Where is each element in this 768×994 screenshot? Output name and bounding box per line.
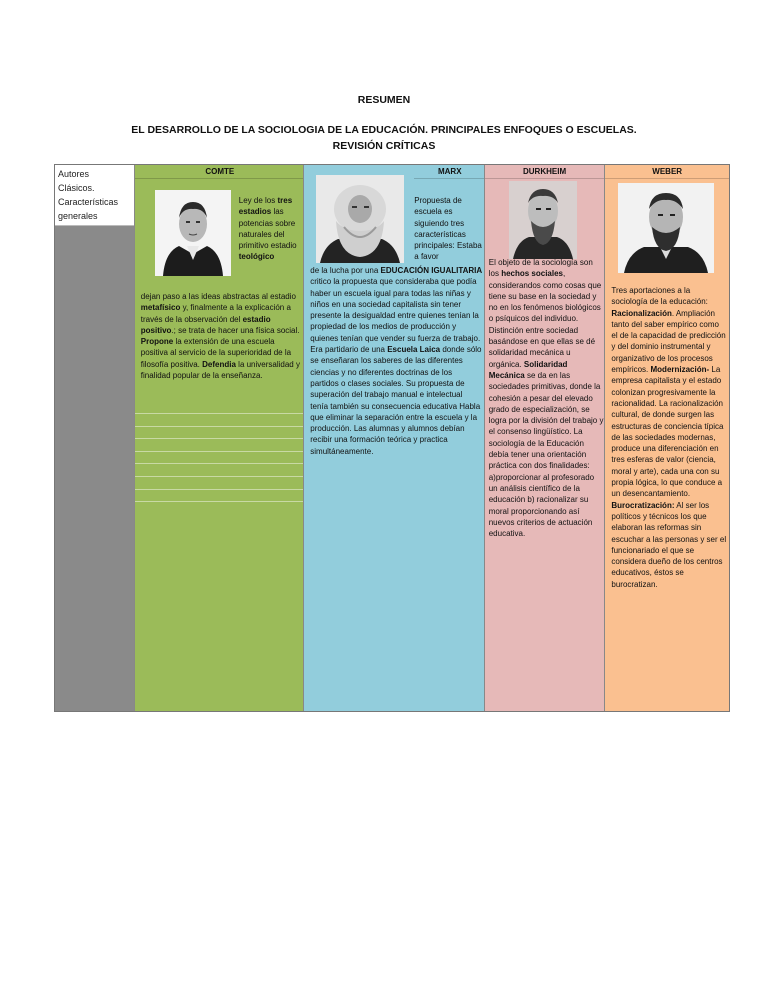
- marx-header: MARX: [414, 165, 484, 179]
- text-run: la universalidad y finalidad popular de la enseñanza.: [140, 359, 300, 381]
- comte-header: COMTE: [135, 165, 305, 179]
- text-run: Tres aportaciones a la sociología de la educación:: [611, 286, 708, 307]
- text-run: la extensión de una escuela positiva al servicio de la superioridad de la filosofía positiva.: [140, 337, 292, 369]
- text-run-bold: Propone: [140, 337, 174, 347]
- row-label-line: Autores: [58, 169, 90, 179]
- row-label-line: generales: [58, 211, 98, 221]
- text-run: critico la propuesta que consideraba que podía haber un escuela igual para todas las niñas y niños en una sociedad capitalista sin tener presente la desigualdad entre quienes tenían la propiedad de los medios de producción y quienes tenían que vender su fuerza de trabajo. Era partidario de una: [310, 277, 481, 355]
- text-run: de la lucha por una: [310, 266, 381, 275]
- page-subtitle: EL DESARROLLO DE LA SOCIOLOGIA DE LA EDUCACIÓN. PRINCIPALES ENFOQUES O ESCUELAS. REVISIÓN CRÍTICAS: [131, 124, 637, 152]
- durkheim-portrait: [509, 181, 577, 259]
- text-run: Al ser los políticos y técnicos los que elaboran las reformas sin escuchar a las personas y ser el funcionariado el que se considera dueño de los centros educativos, éstos se burocratizan.: [611, 500, 727, 589]
- text-run: , considerandos como cosas que tiene su base en la sociedad y no en los fenómenos biológicos o psíquicos del individuo. Distinción entre sociedad basándose en que ellas se dé solidaridad mecánica u orgánica.: [488, 269, 602, 369]
- empty-row-lines: [135, 413, 305, 514]
- text-run: y, finalmente a la explicación a través de la observación del: [140, 303, 291, 324]
- text-run: El objeto de la sociología son los: [488, 258, 593, 279]
- marx-side-text: [414, 195, 482, 263]
- text-run-bold: EDUCACIÓN IGUALITARIA: [380, 266, 483, 275]
- text-run: Propuesta de escuela es siguiendo tres características principales: Estaba a favor: [414, 196, 482, 262]
- comte-side-text: [239, 195, 303, 263]
- weber-description: [611, 285, 727, 590]
- text-run-bold: Modernización-: [650, 365, 710, 375]
- text-run: se da en las sociedades primitivas, donde la cohesión a pesar del elevado grado de especialización, se logra por la división del trabajo y el consenso lingüístico. La sociología de la Educación debía tener una orientación práctica con dos finalidades: a)proporcionar al profesorado un análisis científico de la educación b) racionalizar su moral proporcionando así nuevos criterios de actuación educativa.: [488, 370, 604, 539]
- durkheim-column: [485, 165, 606, 711]
- text-run-bold: Burocratización:: [611, 500, 675, 510]
- text-run: . Ampliación tanto del saber empírico como el de la capacidad de predicción y del dominio instrumental y organizativo de los procesos empíricos.: [611, 308, 726, 375]
- comte-description: [141, 291, 301, 381]
- durkheim-header: DURKHEIM: [485, 165, 605, 179]
- text-run: dejan paso a las ideas abstractas al estadio: [140, 292, 296, 301]
- text-run: las potencias sobre naturales del primitivo estadio: [238, 207, 297, 251]
- durkheim-description: [489, 257, 604, 539]
- marx-column: [304, 165, 484, 711]
- comte-portrait: [155, 190, 231, 276]
- marx-description: [310, 265, 482, 457]
- row-label-line: Características: [58, 197, 119, 207]
- text-run-bold: tres estadios: [238, 196, 293, 217]
- weber-portrait: [618, 183, 714, 273]
- text-run: .; se trata de hacer una física social.: [171, 325, 300, 335]
- text-run: La empresa capitalista y el estado colonizan progresivamente la racionalidad. La racionalización cultural, de donde surgen las estructuras de conciencia típica de las sociedades modernas, produce una diferenciación en tres esferas de valor (ciencia, moral y arte), cada una con su propia lógica, lo que conduce a un desencantamiento.: [611, 365, 724, 499]
- row-label: [55, 165, 135, 226]
- text-run-bold: estadio positivo: [140, 314, 271, 335]
- text-run-bold: teológico: [238, 252, 275, 262]
- text-run-bold: metafísico: [140, 303, 181, 313]
- row-label-line: Clásicos.: [58, 183, 95, 193]
- weber-header: WEBER: [605, 165, 729, 179]
- text-run-bold: Defendia: [202, 359, 236, 369]
- weber-column: [605, 165, 729, 711]
- text-run-bold: hechos sociales: [501, 269, 563, 279]
- text-run-bold: Racionalización: [611, 308, 672, 318]
- text-run-bold: Solidaridad Mecánica: [488, 359, 568, 380]
- comte-column: [135, 165, 305, 711]
- text-run-bold: Escuela Laica: [387, 345, 441, 355]
- summary-table: [54, 164, 730, 712]
- page-title: RESUMEN: [357, 94, 411, 106]
- text-run: Ley de los: [238, 196, 278, 205]
- text-run: donde sólo se enseñaran los saberes de las diferentes ciencias y no diferentes doctrinas de los partidos o clases sociales. Su propuesta de superación del trabajo manual e intelectual tenía también su consecuencia educativa Habla que eliminar la separación entre la escuela y la producción. Las alumnas y alumnos debían recibir una formación teórica y practica simultáneamente.: [310, 345, 482, 456]
- row-label-column: [55, 165, 135, 711]
- marx-portrait: [316, 175, 404, 263]
